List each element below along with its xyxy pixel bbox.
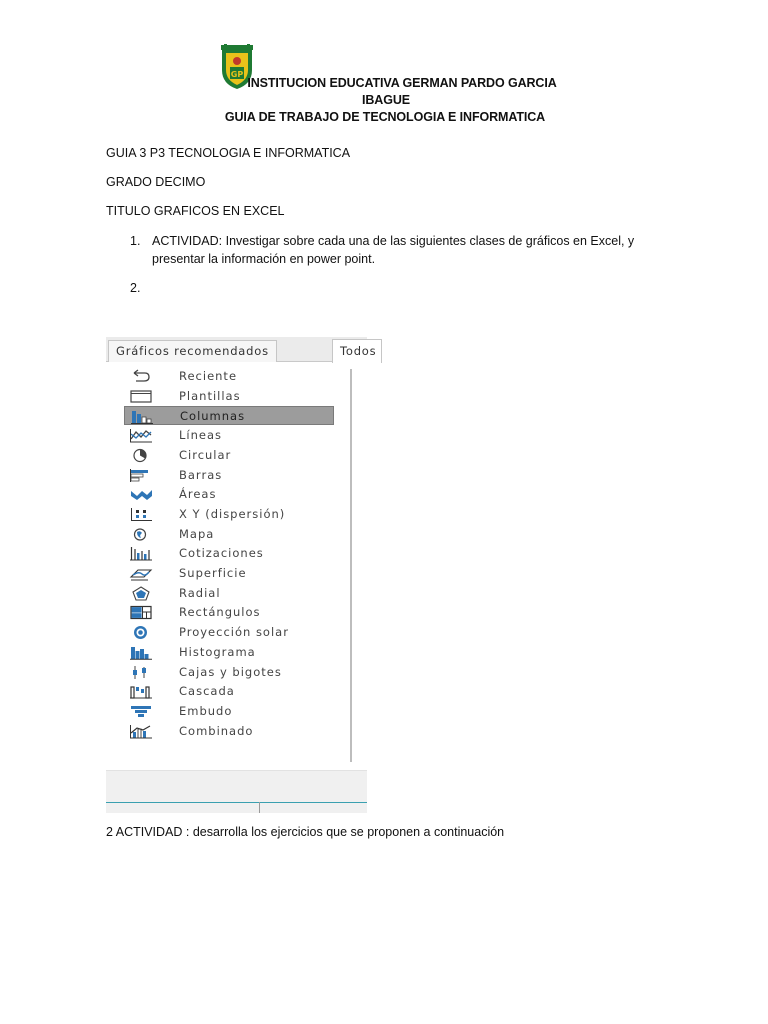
item-2-number: 2. [130, 281, 141, 295]
chart-type-label: Reciente [179, 369, 238, 383]
scatter-chart-icon [128, 507, 154, 522]
stock-chart-icon [128, 546, 154, 561]
chart-type-item[interactable] [124, 663, 334, 682]
chart-type-item[interactable] [124, 643, 334, 662]
guide-heading: GUIA DE TRABAJO DE TECNOLOGIA E INFORMATICA [224, 110, 546, 124]
chart-type-label: X Y (dispersión) [179, 506, 286, 521]
chart-dialog-tabs [106, 337, 377, 362]
svg-text:GP: GP [230, 70, 244, 79]
treemap-chart-icon [128, 605, 154, 620]
chart-type-item[interactable] [124, 446, 334, 465]
guide-line: GUIA 3 P3 TECNOLOGIA E INFORMATICA [106, 146, 351, 160]
box-whisker-chart-icon [128, 665, 154, 680]
chart-type-item[interactable] [124, 367, 334, 386]
chart-type-item[interactable] [124, 722, 334, 741]
footer-separator [259, 802, 260, 813]
tab-recommended-charts[interactable]: Gráficos recomendados [108, 340, 277, 362]
city-name: IBAGUE [361, 93, 410, 107]
map-chart-icon [128, 527, 154, 542]
chart-type-item[interactable] [124, 564, 334, 583]
column-chart-icon [129, 409, 155, 424]
waterfall-chart-icon [128, 684, 154, 699]
chart-type-label: Cascada [179, 684, 235, 699]
funnel-chart-icon [128, 704, 154, 719]
activity-1-number: 1. [130, 234, 141, 248]
dialog-footer [106, 770, 367, 813]
chart-type-label: Plantillas [179, 388, 241, 403]
chart-type-label: Rectángulos [179, 605, 261, 620]
radar-chart-icon [128, 586, 154, 601]
bar-chart-icon [128, 468, 154, 483]
chart-type-item[interactable] [124, 544, 334, 563]
chart-type-item[interactable] [124, 682, 334, 701]
histogram-chart-icon [128, 645, 154, 660]
activity-2-text: 2 ACTIVIDAD : desarrolla los ejercicios que se proponen a continuación [106, 825, 505, 839]
chart-type-label: Histograma [179, 644, 256, 659]
chart-type-label: Cotizaciones [179, 546, 264, 561]
activity-1-text: ACTIVIDAD: Investigar sobre cada una de las siguientes clases de gráficos en Excel, y presentar la información en power point. [152, 234, 635, 266]
chart-type-label: Embudo [179, 703, 233, 718]
chart-type-item[interactable] [124, 387, 334, 406]
chart-type-label: Combinado [179, 723, 254, 738]
institution-name: INSTITUCION EDUCATIVA GERMAN PARDO GARCIA [247, 76, 557, 90]
surface-chart-icon [128, 566, 154, 581]
chart-type-item[interactable] [124, 702, 334, 721]
templates-icon [128, 389, 154, 404]
chart-type-item[interactable] [124, 505, 334, 524]
chart-type-item[interactable] [124, 426, 334, 445]
chart-type-label: Mapa [179, 526, 215, 541]
footer-divider [106, 802, 367, 803]
pie-chart-icon [128, 448, 154, 463]
chart-type-label: Áreas [179, 487, 217, 502]
chart-type-item[interactable] [124, 525, 334, 544]
line-chart-icon [128, 428, 154, 443]
chart-type-label: Cajas y bigotes [179, 664, 282, 679]
chart-type-label: Barras [179, 467, 223, 482]
area-chart-icon [128, 487, 154, 502]
chart-type-label: Superficie [179, 566, 247, 580]
chart-type-item-selected[interactable] [124, 406, 334, 425]
chart-type-item[interactable] [124, 623, 334, 642]
sunburst-chart-icon [128, 625, 154, 640]
chart-type-label: Proyección solar [179, 625, 289, 640]
grade-line: GRADO DECIMO [106, 175, 206, 189]
tab-all-charts[interactable]: Todos [332, 339, 382, 363]
chart-type-item[interactable] [124, 584, 334, 603]
chart-type-label: Líneas [179, 428, 223, 443]
title-line: TITULO GRAFICOS EN EXCEL [106, 204, 285, 218]
combo-chart-icon [128, 724, 154, 739]
chart-type-label: Radial [179, 585, 221, 600]
chart-type-item[interactable] [124, 485, 334, 504]
chart-type-item[interactable] [124, 603, 334, 622]
chart-type-label: Circular [179, 447, 232, 462]
recent-icon [128, 369, 154, 384]
chart-list-scrollbar[interactable] [350, 369, 352, 762]
chart-type-label: Columnas [180, 409, 246, 424]
excel-insert-chart-panel [106, 337, 377, 813]
chart-type-item[interactable] [124, 466, 334, 485]
